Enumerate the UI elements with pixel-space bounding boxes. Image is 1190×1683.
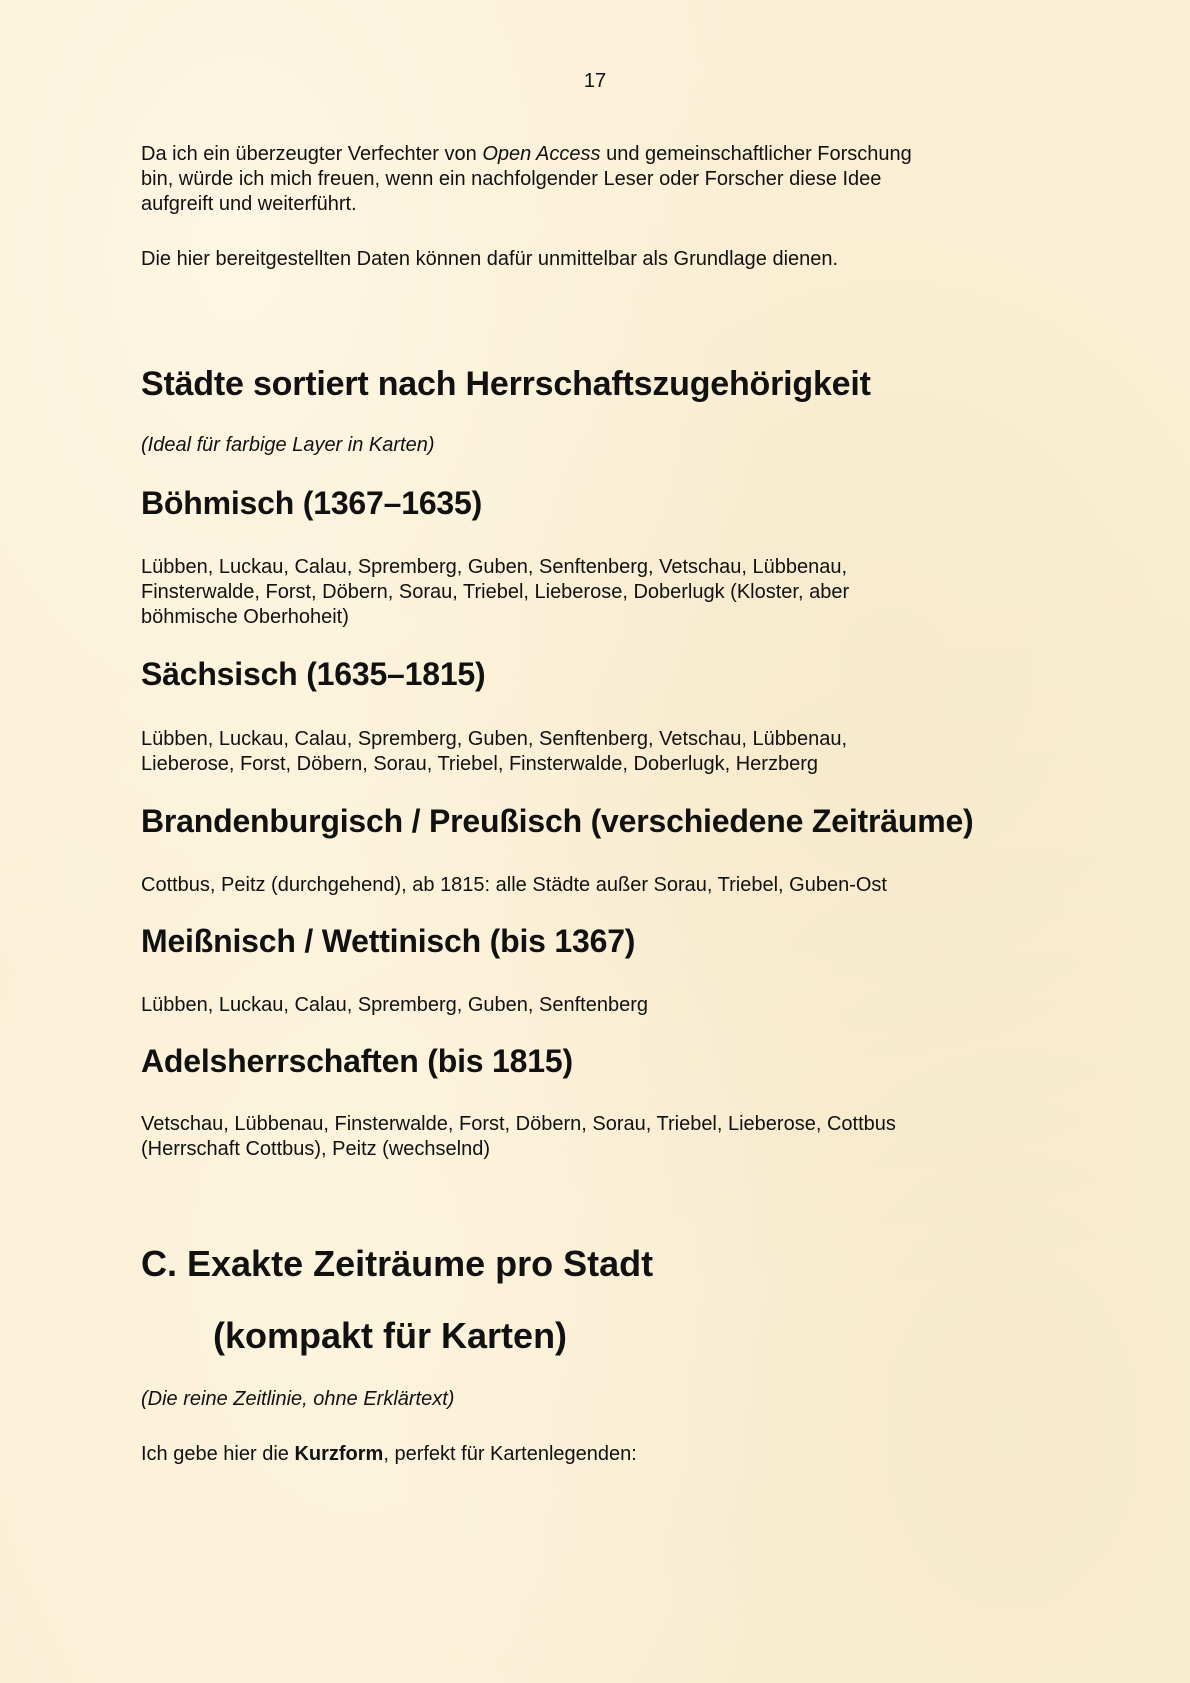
text: und gemeinschaftlicher Forschung [600,143,912,165]
group-cities-saechsisch [141,727,847,777]
section-b-title: Städte sortiert nach Herrschaftszugehörigkeit [141,365,871,403]
group-heading-meissnisch: Meißnisch / Wettinisch (bis 1367) [141,923,636,959]
page-number: 17 [583,70,607,92]
cities-line: böhmische Oberhoheit) [141,606,349,628]
intro-line-1 [141,142,912,167]
text: Ich gebe hier die [141,1443,295,1465]
section-c-title: C. Exakte Zeiträume pro Stadt [141,1243,654,1284]
cities-line: Lieberose, Forst, Döbern, Sorau, Triebel, Finsterwalde, Doberlugk, Herzberg [141,753,818,775]
group-cities-boehmisch [141,555,849,630]
open-access-term: Open Access [482,143,601,165]
group-cities-adel [141,1112,896,1162]
text: Da ich ein überzeugter Verfechter von [141,143,483,165]
kurzform-term: Kurzform [294,1443,384,1465]
cities-line: Lübben, Luckau, Calau, Spremberg, Guben, Senftenberg [141,994,649,1016]
section-c-intro [141,1442,637,1467]
section-b-note: (Ideal für farbige Layer in Karten) [141,434,435,456]
group-heading-boehmisch: Böhmisch (1367–1635) [141,485,483,521]
cities-line: Finsterwalde, Forst, Döbern, Sorau, Triebel, Lieberose, Doberlugk (Kloster, aber [141,581,850,603]
group-heading-adel: Adelsherrschaften (bis 1815) [141,1043,573,1079]
group-heading-saechsisch: Sächsisch (1635–1815) [141,656,486,692]
group-heading-brandenburgisch: Brandenburgisch / Preußisch (verschiedene Zeiträume) [141,803,974,839]
cities-line: (Herrschaft Cottbus), Peitz (wechselnd) [141,1138,491,1160]
intro-paragraph-1 [141,142,912,217]
cities-line: Vetschau, Lübbenau, Finsterwalde, Forst, Döbern, Sorau, Triebel, Lieberose, Cottbus [141,1113,896,1135]
intro-line-3: aufgreift und weiterführt. [141,193,357,215]
cities-line: Lübben, Luckau, Calau, Spremberg, Guben, Senftenberg, Vetschau, Lübbenau, [141,556,848,578]
cities-line: Cottbus, Peitz (durchgehend), ab 1815: alle Städte außer Sorau, Triebel, Guben-Ost [141,874,887,896]
cities-line: Lübben, Luckau, Calau, Spremberg, Guben, Senftenberg, Vetschau, Lübbenau, [141,728,848,750]
section-c-note: (Die reine Zeitlinie, ohne Erklärtext) [141,1388,455,1410]
text: , perfekt für Kartenlegenden: [383,1443,637,1465]
section-c-subtitle: (kompakt für Karten) [213,1315,568,1356]
group-cities-brandenburgisch [141,873,887,898]
intro-paragraph-2: Die hier bereitgestellten Daten können dafür unmittelbar als Grundlage dienen. [141,248,839,270]
intro-line-2: bin, würde ich mich freuen, wenn ein nachfolgender Leser oder Forscher diese Idee [141,168,882,190]
group-cities-meissnisch [141,993,648,1018]
